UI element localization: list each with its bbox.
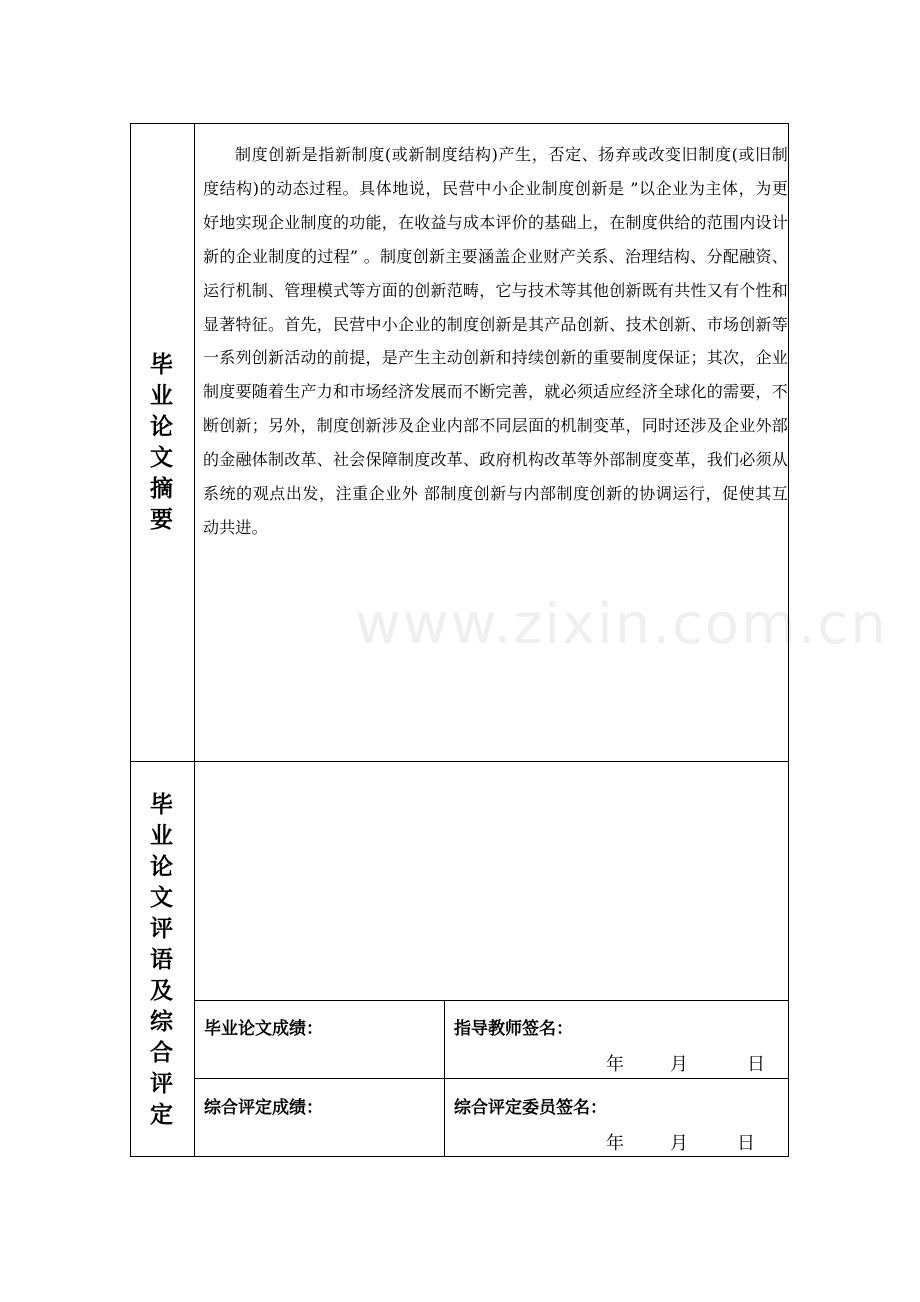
evaluation-label-char: 语: [150, 947, 173, 973]
abstract-label-char: 摘: [150, 476, 173, 502]
date-year-label: 年: [606, 1054, 624, 1075]
evaluation-label-char: 合: [150, 1040, 173, 1066]
evaluation-label-char: 评: [150, 1071, 173, 1097]
evaluation-label-char: 论: [150, 854, 173, 880]
evaluation-label-char: 业: [150, 823, 173, 849]
advisor-signature-date: [445, 1050, 789, 1076]
label-column-divider: [194, 123, 195, 1157]
evaluation-label-char: 及: [150, 978, 173, 1004]
combined-grade-label: 综合评定成绩：: [204, 1098, 323, 1118]
abstract-section-label: [150, 350, 173, 536]
grade-row-top-divider: [194, 1000, 789, 1001]
watermark-text: www.zixin.com.cn: [355, 592, 888, 657]
evaluation-label-char: 文: [150, 885, 173, 911]
date-year-label: 年: [606, 1133, 624, 1154]
date-day-label: 日: [737, 1133, 755, 1154]
evaluation-section-label: [150, 790, 173, 1131]
advisor-signature-label: 指导教师签名：: [454, 1019, 573, 1039]
abstract-text: 制度创新是指新制度(或新制度结构)产生，否定、扬弃或改变旧制度(或旧制度结构)的动态过程。具体地说，民营中小企业制度创新是 ”以企业为主体，为更好地实现企业制度的功能，在收益与成本评价的基础上，在制度供给的范围内设计新的企业制度的过程” 。制度创新主要涵盖企业财产关系、治理结构、分配融资、运行机制、管理模式等方面的创新范畴，它与技术等其他创新既有共性又有个性和显著特征。首先，民营中小企业的制度创新是其产品创新、技术创新、市场创新等一系列创新活动的前提，是产生主动创新和持续创新的重要制度保证；其次，企业制度要随着生产力和市场经济发展而不断完善，就必须适应经济全球化的需要，不断创新；另外，制度创新涉及企业内部不同层面的机制变革，同时还涉及企业外部的金融体制改革、社会保障制度改革、政府机构改革等外部制度变革，我们必须从系统的观点出发，注重企业外 部制度创新与内部制度创新的协调运行，促使其互动共进。: [203, 145, 788, 537]
evaluation-comments-area[interactable]: [195, 762, 788, 1000]
date-month-label: 月: [670, 1054, 688, 1075]
date-month-label: 月: [670, 1133, 688, 1154]
thesis-grade-label: 毕业论文成绩：: [204, 1019, 323, 1039]
date-day-label: 日: [747, 1054, 765, 1075]
committee-signature-date: [445, 1129, 789, 1155]
evaluation-label-char: 毕: [150, 792, 173, 818]
grade-row-middle-divider: [194, 1078, 789, 1079]
abstract-label-char: 文: [150, 445, 173, 471]
abstract-label-char: 要: [150, 507, 173, 533]
evaluation-label-char: 评: [150, 916, 173, 942]
abstract-label-char: 论: [150, 414, 173, 440]
evaluation-label-char: 定: [150, 1102, 173, 1128]
evaluation-label-char: 综: [150, 1009, 173, 1035]
abstract-label-char: 毕: [150, 352, 173, 378]
abstract-label-char: 业: [150, 383, 173, 409]
committee-signature-label: 综合评定委员签名：: [454, 1098, 607, 1118]
